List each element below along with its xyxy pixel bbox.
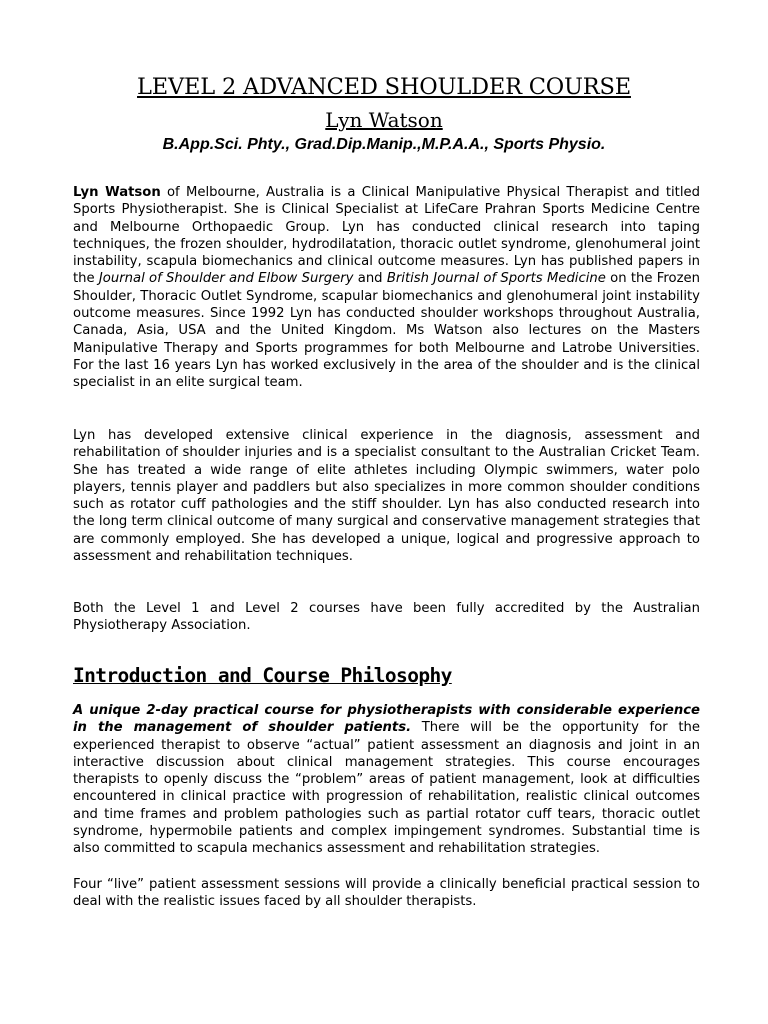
bio-text-1: of Melbourne, Australia is a Clinical Manipulative Physical Therapist and titled Sports Physiotherapist. She is Clinical Specialist at LifeCare Prahran Sports Medicine Centre and Melbourne Orthopaedic Group. Lyn has conducted clinical research into taping techniques, the frozen shoulder, hydrodilatation, thoracic outlet syndrome, glenohumeral joint instability, scapula biomechanics and clinical outcome measures. Lyn has published papers in the <box>73 185 700 287</box>
bio-text-3: on the Frozen Shoulder, Thoracic Outlet Syndrome, scapular biomechanics and glenohumeral joint instability outcome measures. Since 1992 Lyn has conducted shoulder workshops throughout Australia, Canada, Asia, USA and the United Kingdom. Ms Watson also lectures on the Masters Manipulative Therapy and Sports programmes for both Melbourne and Latrobe Universities. For the last 16 years Lyn has worked exclusively in the area of the shoulder and is the clinical specialist in an elite surgical team. <box>73 271 700 391</box>
course-title: LEVEL 2 ADVANCED SHOULDER COURSE <box>137 74 631 100</box>
intro-paragraph-1 <box>73 702 700 858</box>
intro-text: There will be the opportunity for the experienced therapist to observe “actual” patient assessment an diagnosis and joint in an interactive discussion about clinical management strategies. This course encourages therapists to openly discuss the “problem” areas of patient management, look at difficulties encountered in clinical practice with progression of rehabilitation, realistic clinical outcomes and time frames and problem pathologies such as partial rotator cuff tears, thoracic outlet syndrome, hypermobile patients and complex impingement syndromes. Substantial time is also committed to scapula mechanics assessment and rehabilitation strategies. <box>73 720 700 857</box>
journal-title-1: Journal of Shoulder and Elbow Surgery <box>98 271 354 287</box>
bio-text-2: and <box>353 271 387 287</box>
bio-paragraph-3: Both the Level 1 and Level 2 courses have been fully accredited by the Australian Physiotherapy Association. <box>73 601 700 634</box>
section-heading-intro: Introduction and Course Philosophy <box>73 664 452 687</box>
bio-paragraph-1 <box>73 184 700 392</box>
bio-paragraph-2: Lyn has developed extensive clinical experience in the diagnosis, assessment and rehabilitation of shoulder injuries and is a specialist consultant to the Australian Cricket Team. She has treated a wide range of elite athletes including Olympic swimmers, water polo players, tennis player and paddlers but also specializes in more common shoulder conditions such as rotator cuff pathologies and the stiff shoulder. Lyn has also conducted research into the long term clinical outcome of many surgical and conservative management strategies that are commonly employed. She has developed a unique, logical and progressive approach to assessment and rehabilitation techniques. <box>73 428 700 565</box>
intro-lead: A unique 2-day practical course for physiotherapists with considerable experience in the management of shoulder patients. <box>73 703 700 736</box>
intro-paragraph-2: Four “live” patient assessment sessions will provide a clinically beneficial practical session to deal with the realistic issues faced by all shoulder therapists. <box>73 877 700 910</box>
author-name: Lyn Watson <box>325 108 443 132</box>
author-credentials: B.App.Sci. Phty., Grad.Dip.Manip.,M.P.A.A., Sports Physio. <box>162 136 606 153</box>
bio-name: Lyn Watson <box>73 185 161 200</box>
journal-title-2: British Journal of Sports Medicine <box>386 271 606 287</box>
